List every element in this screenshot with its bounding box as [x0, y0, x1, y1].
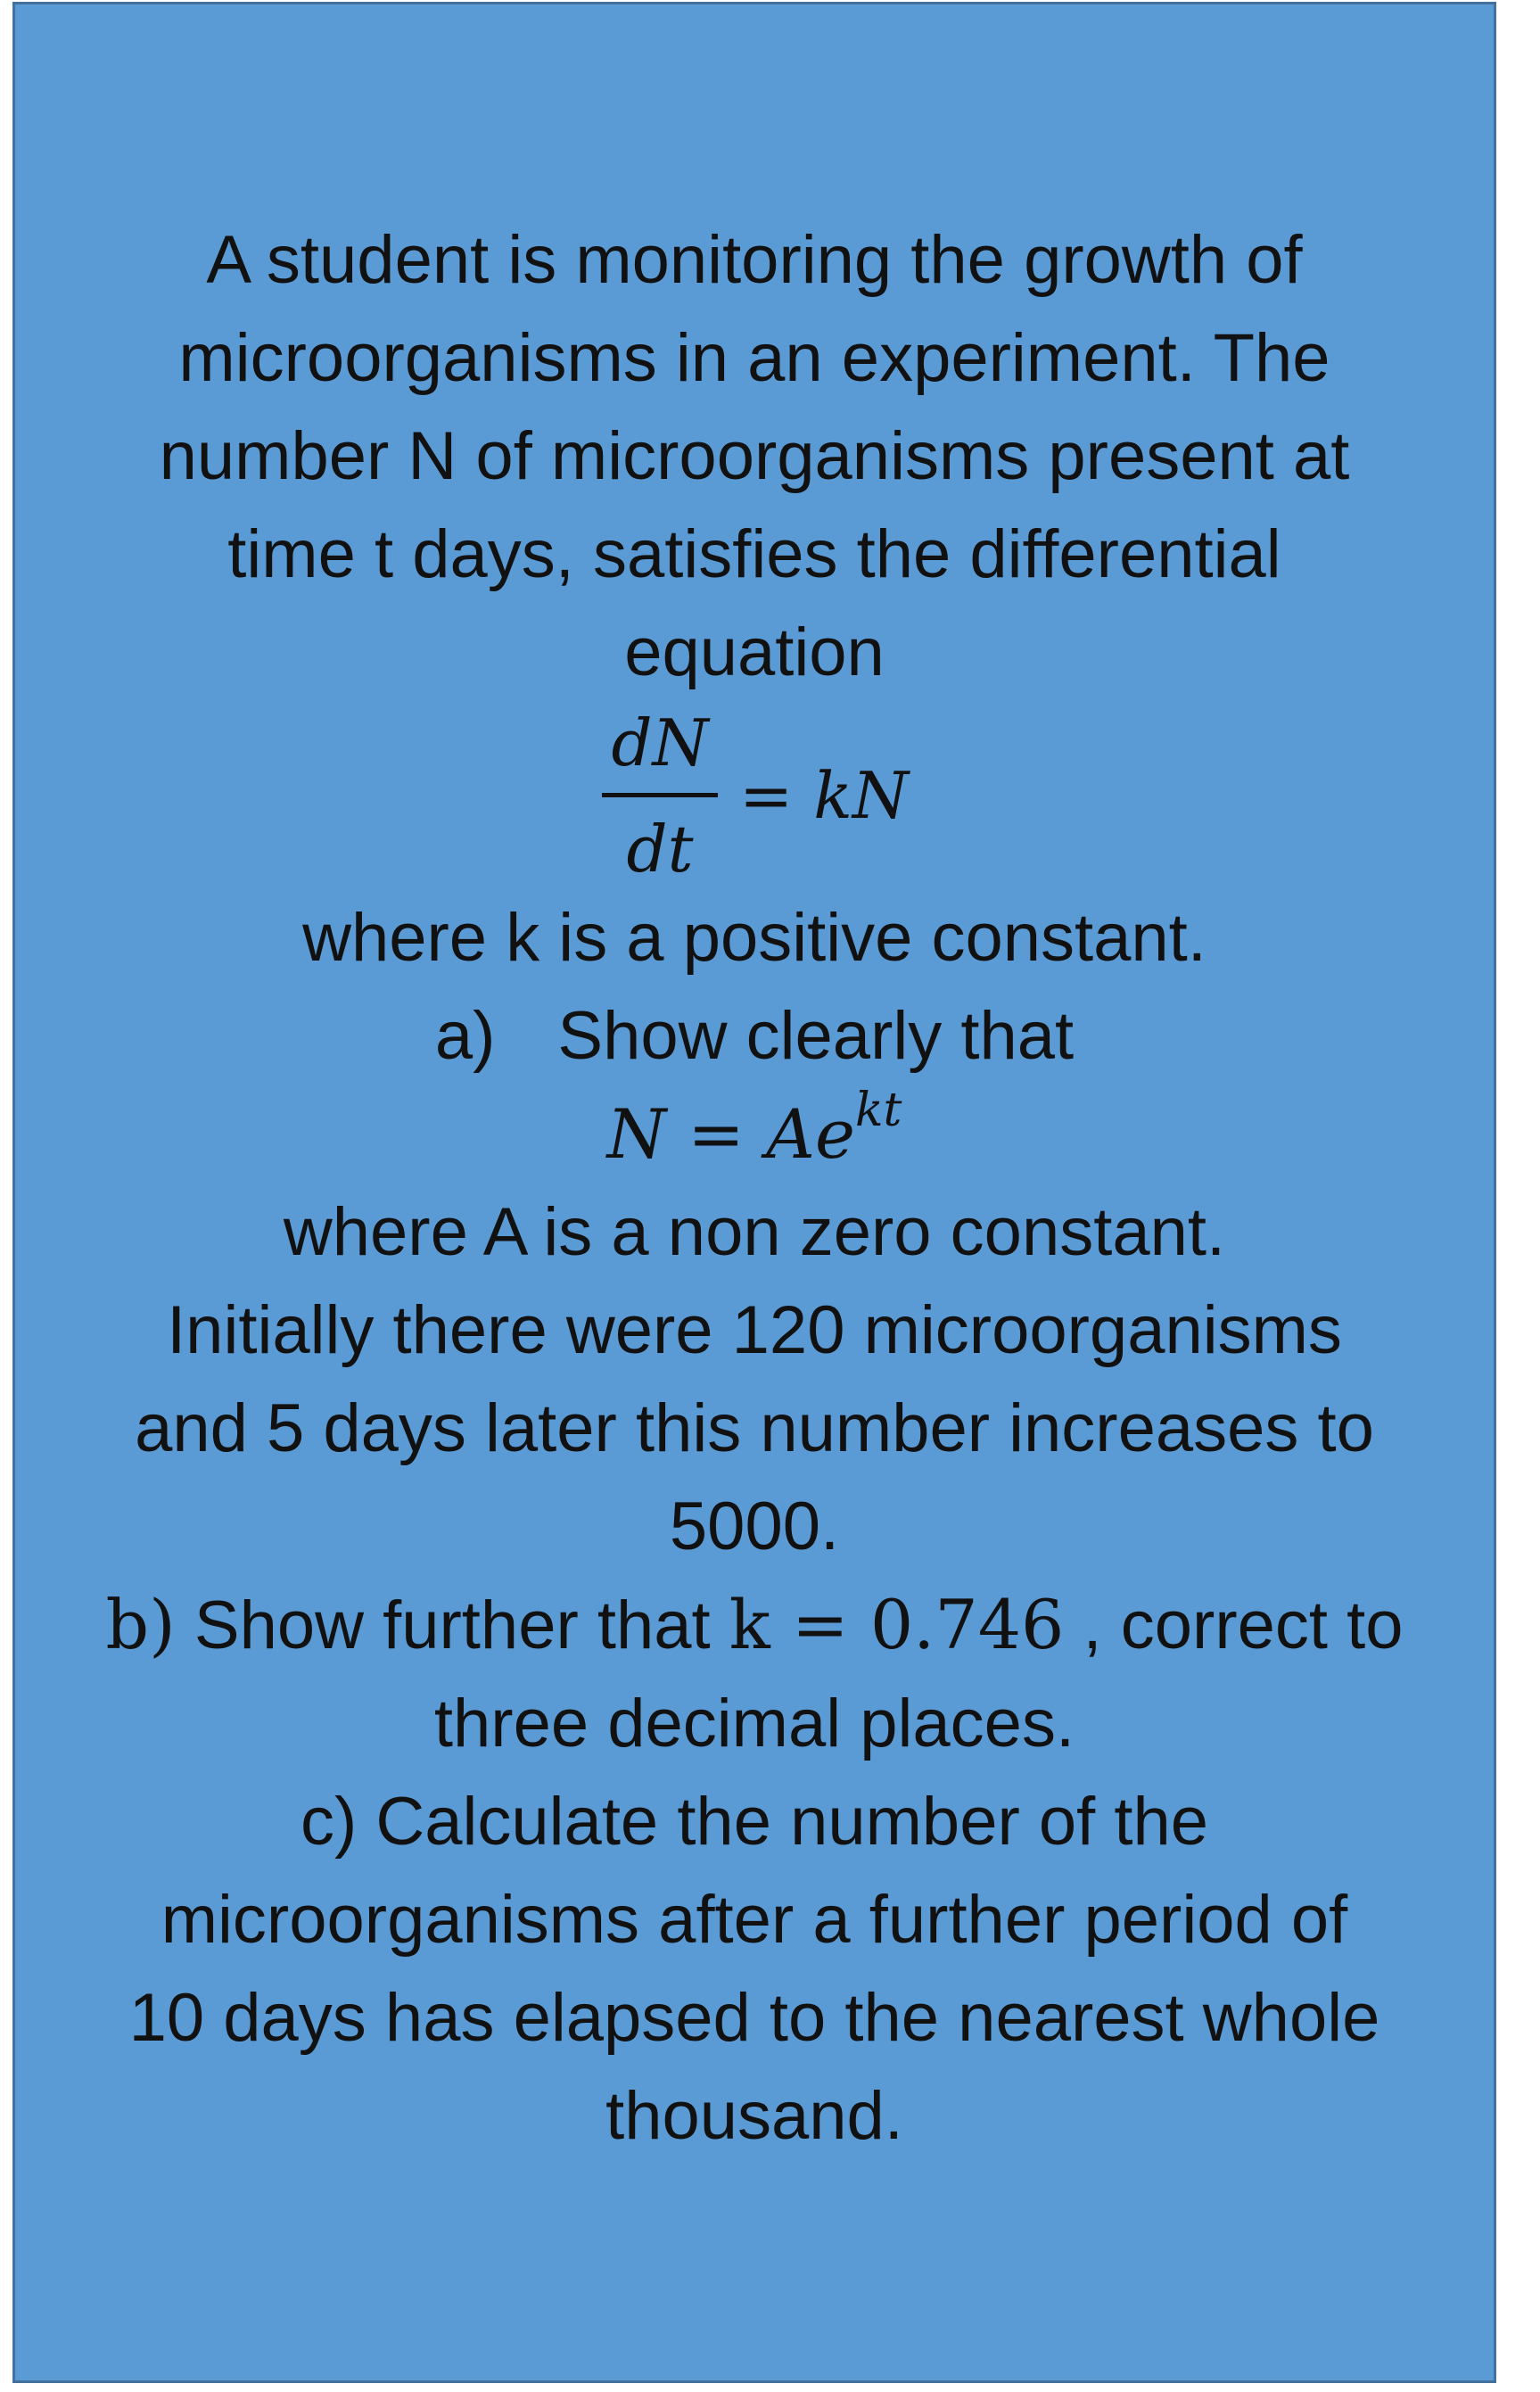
part-c-line-1: c) Calculate the number of the — [300, 1784, 1209, 1860]
rhs-kn: kN — [813, 758, 909, 833]
equals-sign: = — [739, 758, 794, 833]
part-c-line-4: thousand. — [605, 2078, 903, 2154]
part-c-line-3: 10 days has elapsed to the nearest whole — [128, 1980, 1380, 2056]
part-a-label: a) — [434, 998, 496, 1074]
intro-line-3: number N of microorganisms present at — [159, 418, 1350, 494]
fraction-denominator: dt — [626, 812, 694, 887]
eq2-base: Ae — [766, 1094, 855, 1174]
question-text — [15, 211, 1494, 2165]
part-b-line-2: three decimal places. — [433, 1686, 1075, 1761]
initial-line-1: Initially there were 120 microorganisms — [167, 1292, 1342, 1368]
where-a-line: where A is a non zero constant. — [283, 1194, 1226, 1270]
part-a-line — [15, 987, 1494, 1085]
solution-equation — [15, 1085, 1494, 1184]
intro-line-4: time t days, satisfies the differential — [227, 516, 1281, 592]
part-b-text-after: , correct to — [1083, 1588, 1404, 1663]
fraction-bar — [602, 793, 718, 797]
question-card — [12, 2, 1496, 2383]
part-c-line-2: microorganisms after a further period of — [161, 1882, 1348, 1958]
fraction-numerator: dN — [611, 705, 709, 780]
initial-line-2: and 5 days later this number increases to — [135, 1390, 1374, 1466]
part-b-text-before: Show further that — [194, 1588, 711, 1663]
initial-line-3: 5000. — [669, 1489, 840, 1564]
part-b-line — [15, 1576, 1494, 1675]
part-b-label: b) — [105, 1585, 176, 1664]
where-k-line: where k is a positive constant. — [302, 900, 1206, 976]
eq2-equals: = — [688, 1094, 745, 1174]
differential-equation — [15, 702, 1494, 889]
intro-line-2: microorganisms in an experiment. The — [178, 320, 1330, 396]
eq2-exponent: kt — [855, 1084, 902, 1137]
intro-line-5: equation — [624, 614, 885, 690]
part-a-text: Show clearly that — [557, 998, 1075, 1074]
fraction-dn-dt — [602, 702, 718, 890]
equation-rhs — [739, 746, 909, 845]
intro-line-1: A student is monitoring the growth of — [206, 222, 1303, 298]
part-b-k-value: k = 0.746 — [729, 1585, 1065, 1664]
eq2-lhs: N — [606, 1094, 667, 1174]
